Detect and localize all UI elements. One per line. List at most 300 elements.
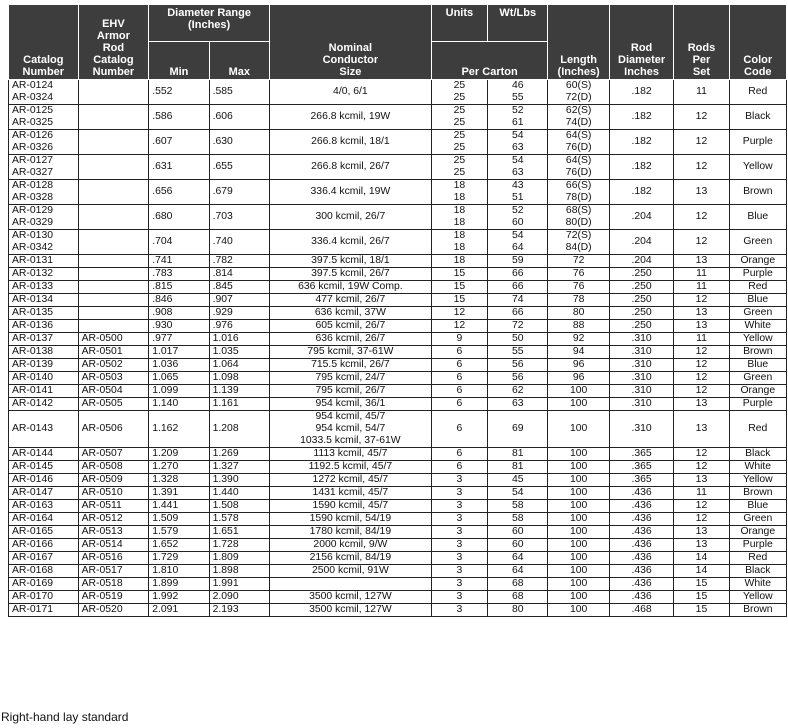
cell-rods-per-set: 15 [674,604,729,617]
cell-diameter-max: .703 [209,205,269,230]
cell-diameter-min: .552 [149,80,209,105]
cell-rods-per-set: 11 [674,281,729,294]
cell-ehv-catalog-number [78,268,149,281]
cell-catalog-number: AR-0128 AR-0328 [9,180,79,205]
cell-color-code: Purple [729,398,786,411]
table-row [9,513,787,526]
cell-catalog-number: AR-0131 [9,255,79,268]
cell-conductor-size: 1590 kcmil, 45/7 [270,500,432,513]
cell-rods-per-set: 13 [674,180,729,205]
cell-catalog-number: AR-0145 [9,461,79,474]
table-row [9,500,787,513]
cell-weight-per-carton: 52 61 [488,105,548,130]
cell-rod-diameter: .310 [609,359,673,372]
cell-rods-per-set: 11 [674,333,729,346]
cell-weight-per-carton: 54 64 [488,230,548,255]
cell-catalog-number: AR-0165 [9,526,79,539]
cell-length: 100 [548,565,609,578]
cell-weight-per-carton: 64 [488,552,548,565]
cell-diameter-max: .655 [209,155,269,180]
cell-diameter-min: 1.065 [149,372,209,385]
cell-length: 78 [548,294,609,307]
cell-weight-per-carton: 68 [488,578,548,591]
table-row [9,552,787,565]
cell-length: 76 [548,268,609,281]
cell-diameter-min: 1.328 [149,474,209,487]
cell-rods-per-set: 13 [674,255,729,268]
cell-length: 94 [548,346,609,359]
table-row [9,333,787,346]
cell-diameter-max: 1.898 [209,565,269,578]
cell-diameter-min: 1.162 [149,411,209,448]
cell-conductor-size: 954 kcmil, 45/7 954 kcmil, 54/7 1033.5 kcmil, 37-61W [270,411,432,448]
cell-units-per-carton: 3 [431,539,487,552]
cell-length: 64(S) 76(D) [548,155,609,180]
table-row [9,474,787,487]
cell-rod-diameter: .436 [609,578,673,591]
cell-diameter-max: .679 [209,180,269,205]
cell-diameter-max: .782 [209,255,269,268]
cell-rod-diameter: .204 [609,230,673,255]
spec-table-container [8,4,787,617]
cell-catalog-number: AR-0167 [9,552,79,565]
cell-rods-per-set: 14 [674,552,729,565]
cell-ehv-catalog-number [78,80,149,105]
cell-color-code: Purple [729,539,786,552]
cell-diameter-max: 1.269 [209,448,269,461]
cell-ehv-catalog-number: AR-0501 [78,346,149,359]
cell-rods-per-set: 14 [674,565,729,578]
header-diameter-range: Diameter Range (Inches) [149,5,270,42]
cell-ehv-catalog-number [78,255,149,268]
cell-conductor-size: 795 kcmil, 24/7 [270,372,432,385]
cell-units-per-carton: 6 [431,385,487,398]
cell-rods-per-set: 12 [674,448,729,461]
cell-conductor-size: 636 kcmil, 26/7 [270,333,432,346]
cell-diameter-min: .607 [149,130,209,155]
cell-rod-diameter: .365 [609,461,673,474]
table-row [9,180,787,205]
cell-rod-diameter: .468 [609,604,673,617]
table-row [9,205,787,230]
cell-diameter-min: 1.099 [149,385,209,398]
cell-color-code: Brown [729,604,786,617]
cell-color-code: White [729,578,786,591]
cell-weight-per-carton: 72 [488,320,548,333]
cell-rods-per-set: 13 [674,526,729,539]
cell-ehv-catalog-number: AR-0503 [78,372,149,385]
cell-color-code: White [729,461,786,474]
cell-conductor-size: 954 kcmil, 36/1 [270,398,432,411]
cell-diameter-max: 1.035 [209,346,269,359]
cell-conductor-size: 1192.5 kcmil, 45/7 [270,461,432,474]
cell-diameter-min: 2.091 [149,604,209,617]
cell-weight-per-carton: 56 [488,359,548,372]
cell-units-per-carton: 25 25 [431,80,487,105]
cell-catalog-number: AR-0164 [9,513,79,526]
cell-rod-diameter: .310 [609,411,673,448]
cell-rods-per-set: 12 [674,205,729,230]
cell-color-code: Red [729,281,786,294]
cell-units-per-carton: 12 [431,320,487,333]
cell-diameter-min: 1.729 [149,552,209,565]
cell-length: 100 [548,513,609,526]
cell-length: 96 [548,372,609,385]
cell-length: 100 [548,398,609,411]
cell-rod-diameter: .250 [609,307,673,320]
cell-ehv-catalog-number: AR-0513 [78,526,149,539]
cell-weight-per-carton: 56 [488,372,548,385]
cell-rod-diameter: .182 [609,130,673,155]
cell-diameter-min: .815 [149,281,209,294]
table-row [9,487,787,500]
cell-catalog-number: AR-0166 [9,539,79,552]
cell-rods-per-set: 15 [674,578,729,591]
cell-catalog-number: AR-0130 AR-0342 [9,230,79,255]
cell-ehv-catalog-number: AR-0504 [78,385,149,398]
cell-color-code: Brown [729,487,786,500]
cell-catalog-number: AR-0136 [9,320,79,333]
cell-conductor-size: 2156 kcmil, 84/19 [270,552,432,565]
cell-color-code: Blue [729,294,786,307]
cell-conductor-size: 266.8 kcmil, 18/1 [270,130,432,155]
cell-rods-per-set: 12 [674,385,729,398]
cell-rod-diameter: .436 [609,591,673,604]
cell-units-per-carton: 3 [431,526,487,539]
cell-units-per-carton: 6 [431,461,487,474]
cell-color-code: Red [729,552,786,565]
cell-rod-diameter: .436 [609,487,673,500]
cell-weight-per-carton: 62 [488,385,548,398]
cell-catalog-number: AR-0140 [9,372,79,385]
cell-units-per-carton: 3 [431,474,487,487]
cell-ehv-catalog-number [78,105,149,130]
cell-color-code: Red [729,411,786,448]
cell-diameter-max: 1.809 [209,552,269,565]
cell-color-code: Yellow [729,474,786,487]
cell-ehv-catalog-number [78,307,149,320]
cell-rod-diameter: .436 [609,500,673,513]
header-rod-diameter: Rod Diameter Inches [609,5,673,80]
cell-rod-diameter: .436 [609,552,673,565]
cell-weight-per-carton: 52 60 [488,205,548,230]
cell-diameter-min: .631 [149,155,209,180]
cell-ehv-catalog-number [78,230,149,255]
cell-rods-per-set: 12 [674,461,729,474]
cell-ehv-catalog-number [78,155,149,180]
cell-weight-per-carton: 54 [488,487,548,500]
table-row [9,346,787,359]
cell-diameter-max: 1.098 [209,372,269,385]
cell-ehv-catalog-number [78,320,149,333]
cell-diameter-min: .977 [149,333,209,346]
cell-rod-diameter: .250 [609,320,673,333]
header-conductor-size: Nominal Conductor Size [270,5,432,80]
cell-rod-diameter: .250 [609,268,673,281]
header-weight: Wt/Lbs [488,5,548,42]
cell-diameter-max: 1.578 [209,513,269,526]
table-row [9,526,787,539]
cell-weight-per-carton: 81 [488,448,548,461]
cell-units-per-carton: 12 [431,307,487,320]
table-row [9,448,787,461]
cell-weight-per-carton: 59 [488,255,548,268]
cell-catalog-number: AR-0124 AR-0324 [9,80,79,105]
cell-rods-per-set: 12 [674,346,729,359]
cell-ehv-catalog-number: AR-0500 [78,333,149,346]
cell-ehv-catalog-number [78,130,149,155]
cell-catalog-number: AR-0144 [9,448,79,461]
cell-diameter-min: .908 [149,307,209,320]
cell-catalog-number: AR-0170 [9,591,79,604]
cell-length: 100 [548,474,609,487]
cell-color-code: Orange [729,385,786,398]
cell-catalog-number: AR-0142 [9,398,79,411]
cell-length: 80 [548,307,609,320]
cell-catalog-number: AR-0125 AR-0325 [9,105,79,130]
cell-conductor-size: 1780 kcmil, 84/19 [270,526,432,539]
cell-length: 100 [548,461,609,474]
cell-weight-per-carton: 43 51 [488,180,548,205]
cell-catalog-number: AR-0135 [9,307,79,320]
cell-color-code: Brown [729,180,786,205]
footnote: Right-hand lay standard [1,710,129,724]
cell-conductor-size: 3500 kcmil, 127W [270,604,432,617]
cell-length: 100 [548,578,609,591]
cell-weight-per-carton: 46 55 [488,80,548,105]
cell-rod-diameter: .365 [609,474,673,487]
cell-diameter-min: .930 [149,320,209,333]
cell-rod-diameter: .310 [609,346,673,359]
cell-rod-diameter: .182 [609,155,673,180]
table-row [9,359,787,372]
cell-weight-per-carton: 66 [488,307,548,320]
cell-rod-diameter: .310 [609,333,673,346]
cell-rods-per-set: 12 [674,105,729,130]
cell-conductor-size: 300 kcmil, 26/7 [270,205,432,230]
cell-rods-per-set: 13 [674,474,729,487]
cell-ehv-catalog-number [78,205,149,230]
cell-diameter-min: .783 [149,268,209,281]
header-units: Units [431,5,487,42]
cell-weight-per-carton: 68 [488,591,548,604]
cell-diameter-max: 1.651 [209,526,269,539]
cell-length: 100 [548,411,609,448]
cell-weight-per-carton: 60 [488,526,548,539]
cell-units-per-carton: 3 [431,604,487,617]
cell-rod-diameter: .204 [609,205,673,230]
cell-length: 88 [548,320,609,333]
cell-units-per-carton: 15 [431,281,487,294]
cell-rod-diameter: .250 [609,281,673,294]
cell-diameter-min: 1.036 [149,359,209,372]
cell-length: 100 [548,539,609,552]
cell-length: 66(S) 78(D) [548,180,609,205]
cell-color-code: Orange [729,526,786,539]
cell-length: 76 [548,281,609,294]
cell-rods-per-set: 13 [674,539,729,552]
cell-rod-diameter: .250 [609,294,673,307]
cell-rods-per-set: 12 [674,372,729,385]
cell-weight-per-carton: 69 [488,411,548,448]
cell-ehv-catalog-number: AR-0518 [78,578,149,591]
cell-rod-diameter: .310 [609,385,673,398]
cell-units-per-carton: 18 18 [431,205,487,230]
cell-diameter-max: 1.208 [209,411,269,448]
cell-rod-diameter: .182 [609,105,673,130]
cell-units-per-carton: 6 [431,398,487,411]
cell-units-per-carton: 6 [431,346,487,359]
cell-color-code: Brown [729,346,786,359]
cell-catalog-number: AR-0126 AR-0326 [9,130,79,155]
cell-length: 100 [548,500,609,513]
cell-color-code: Blue [729,205,786,230]
cell-ehv-catalog-number: AR-0502 [78,359,149,372]
cell-ehv-catalog-number: AR-0517 [78,565,149,578]
cell-diameter-max: .606 [209,105,269,130]
cell-units-per-carton: 25 25 [431,130,487,155]
cell-diameter-max: 1.440 [209,487,269,500]
cell-weight-per-carton: 80 [488,604,548,617]
cell-diameter-max: .630 [209,130,269,155]
cell-ehv-catalog-number: AR-0505 [78,398,149,411]
header-ehv-catalog-number: EHV Armor Rod Catalog Number [78,5,149,80]
cell-ehv-catalog-number: AR-0514 [78,539,149,552]
cell-catalog-number: AR-0132 [9,268,79,281]
cell-color-code: Blue [729,359,786,372]
cell-diameter-max: .929 [209,307,269,320]
header-rods-per-set: Rods Per Set [674,5,729,80]
cell-catalog-number: AR-0168 [9,565,79,578]
cell-units-per-carton: 18 [431,255,487,268]
cell-ehv-catalog-number: AR-0511 [78,500,149,513]
cell-rod-diameter: .310 [609,372,673,385]
header-catalog-number: Catalog Number [9,5,79,80]
cell-catalog-number: AR-0141 [9,385,79,398]
cell-units-per-carton: 15 [431,294,487,307]
cell-rods-per-set: 13 [674,398,729,411]
cell-rods-per-set: 12 [674,500,729,513]
cell-length: 72(S) 84(D) [548,230,609,255]
cell-units-per-carton: 15 [431,268,487,281]
cell-length: 60(S) 72(D) [548,80,609,105]
cell-diameter-max: 1.728 [209,539,269,552]
cell-diameter-min: .846 [149,294,209,307]
cell-diameter-max: 1.016 [209,333,269,346]
cell-color-code: Red [729,80,786,105]
cell-rods-per-set: 13 [674,307,729,320]
table-row [9,398,787,411]
cell-rods-per-set: 12 [674,155,729,180]
cell-conductor-size: 715.5 kcmil, 26/7 [270,359,432,372]
cell-units-per-carton: 3 [431,500,487,513]
cell-diameter-min: 1.209 [149,448,209,461]
cell-diameter-min: 1.992 [149,591,209,604]
cell-conductor-size: 605 kcmil, 26/7 [270,320,432,333]
cell-units-per-carton: 3 [431,578,487,591]
cell-length: 92 [548,333,609,346]
cell-ehv-catalog-number: AR-0512 [78,513,149,526]
cell-diameter-max: 2.090 [209,591,269,604]
cell-weight-per-carton: 58 [488,500,548,513]
cell-rod-diameter: .204 [609,255,673,268]
cell-diameter-max: .814 [209,268,269,281]
table-row [9,461,787,474]
cell-weight-per-carton: 74 [488,294,548,307]
table-row [9,320,787,333]
cell-diameter-max: 1.390 [209,474,269,487]
cell-diameter-min: 1.270 [149,461,209,474]
cell-conductor-size: 336.4 kcmil, 26/7 [270,230,432,255]
cell-color-code: Orange [729,255,786,268]
cell-conductor-size: 4/0, 6/1 [270,80,432,105]
cell-length: 100 [548,448,609,461]
cell-ehv-catalog-number: AR-0510 [78,487,149,500]
cell-units-per-carton: 3 [431,565,487,578]
cell-diameter-min: 1.509 [149,513,209,526]
cell-color-code: Black [729,565,786,578]
table-row [9,604,787,617]
cell-conductor-size: 636 kcmil, 19W Comp. [270,281,432,294]
cell-catalog-number: AR-0169 [9,578,79,591]
cell-length: 68(S) 80(D) [548,205,609,230]
cell-color-code: Purple [729,130,786,155]
cell-rods-per-set: 12 [674,230,729,255]
cell-length: 100 [548,385,609,398]
cell-catalog-number: AR-0138 [9,346,79,359]
cell-units-per-carton: 6 [431,359,487,372]
header-color-code: Color Code [729,5,786,80]
cell-ehv-catalog-number: AR-0506 [78,411,149,448]
cell-length: 100 [548,552,609,565]
cell-diameter-max: .976 [209,320,269,333]
cell-diameter-min: .656 [149,180,209,205]
table-row [9,80,787,105]
cell-conductor-size: 3500 kcmil, 127W [270,591,432,604]
cell-ehv-catalog-number: AR-0509 [78,474,149,487]
cell-rods-per-set: 11 [674,487,729,500]
table-row [9,591,787,604]
table-row [9,307,787,320]
cell-conductor-size: 636 kcmil, 37W [270,307,432,320]
cell-rod-diameter: .310 [609,398,673,411]
cell-conductor-size: 795 kcmil, 37-61W [270,346,432,359]
cell-color-code: Blue [729,500,786,513]
cell-length: 100 [548,591,609,604]
cell-diameter-min: 1.899 [149,578,209,591]
cell-ehv-catalog-number: AR-0507 [78,448,149,461]
cell-units-per-carton: 18 18 [431,180,487,205]
cell-length: 72 [548,255,609,268]
cell-units-per-carton: 18 18 [431,230,487,255]
cell-color-code: Black [729,448,786,461]
cell-rod-diameter: .436 [609,539,673,552]
cell-units-per-carton: 3 [431,487,487,500]
cell-weight-per-carton: 54 63 [488,130,548,155]
cell-diameter-max: .907 [209,294,269,307]
cell-ehv-catalog-number: AR-0520 [78,604,149,617]
cell-diameter-min: 1.652 [149,539,209,552]
cell-color-code: Green [729,230,786,255]
cell-conductor-size: 336.4 kcmil, 19W [270,180,432,205]
cell-conductor-size: 2000 kcmil, 9/W [270,539,432,552]
cell-catalog-number: AR-0147 [9,487,79,500]
cell-conductor-size: 477 kcmil, 26/7 [270,294,432,307]
cell-rod-diameter: .182 [609,180,673,205]
cell-weight-per-carton: 55 [488,346,548,359]
cell-diameter-max: .740 [209,230,269,255]
cell-ehv-catalog-number: AR-0519 [78,591,149,604]
